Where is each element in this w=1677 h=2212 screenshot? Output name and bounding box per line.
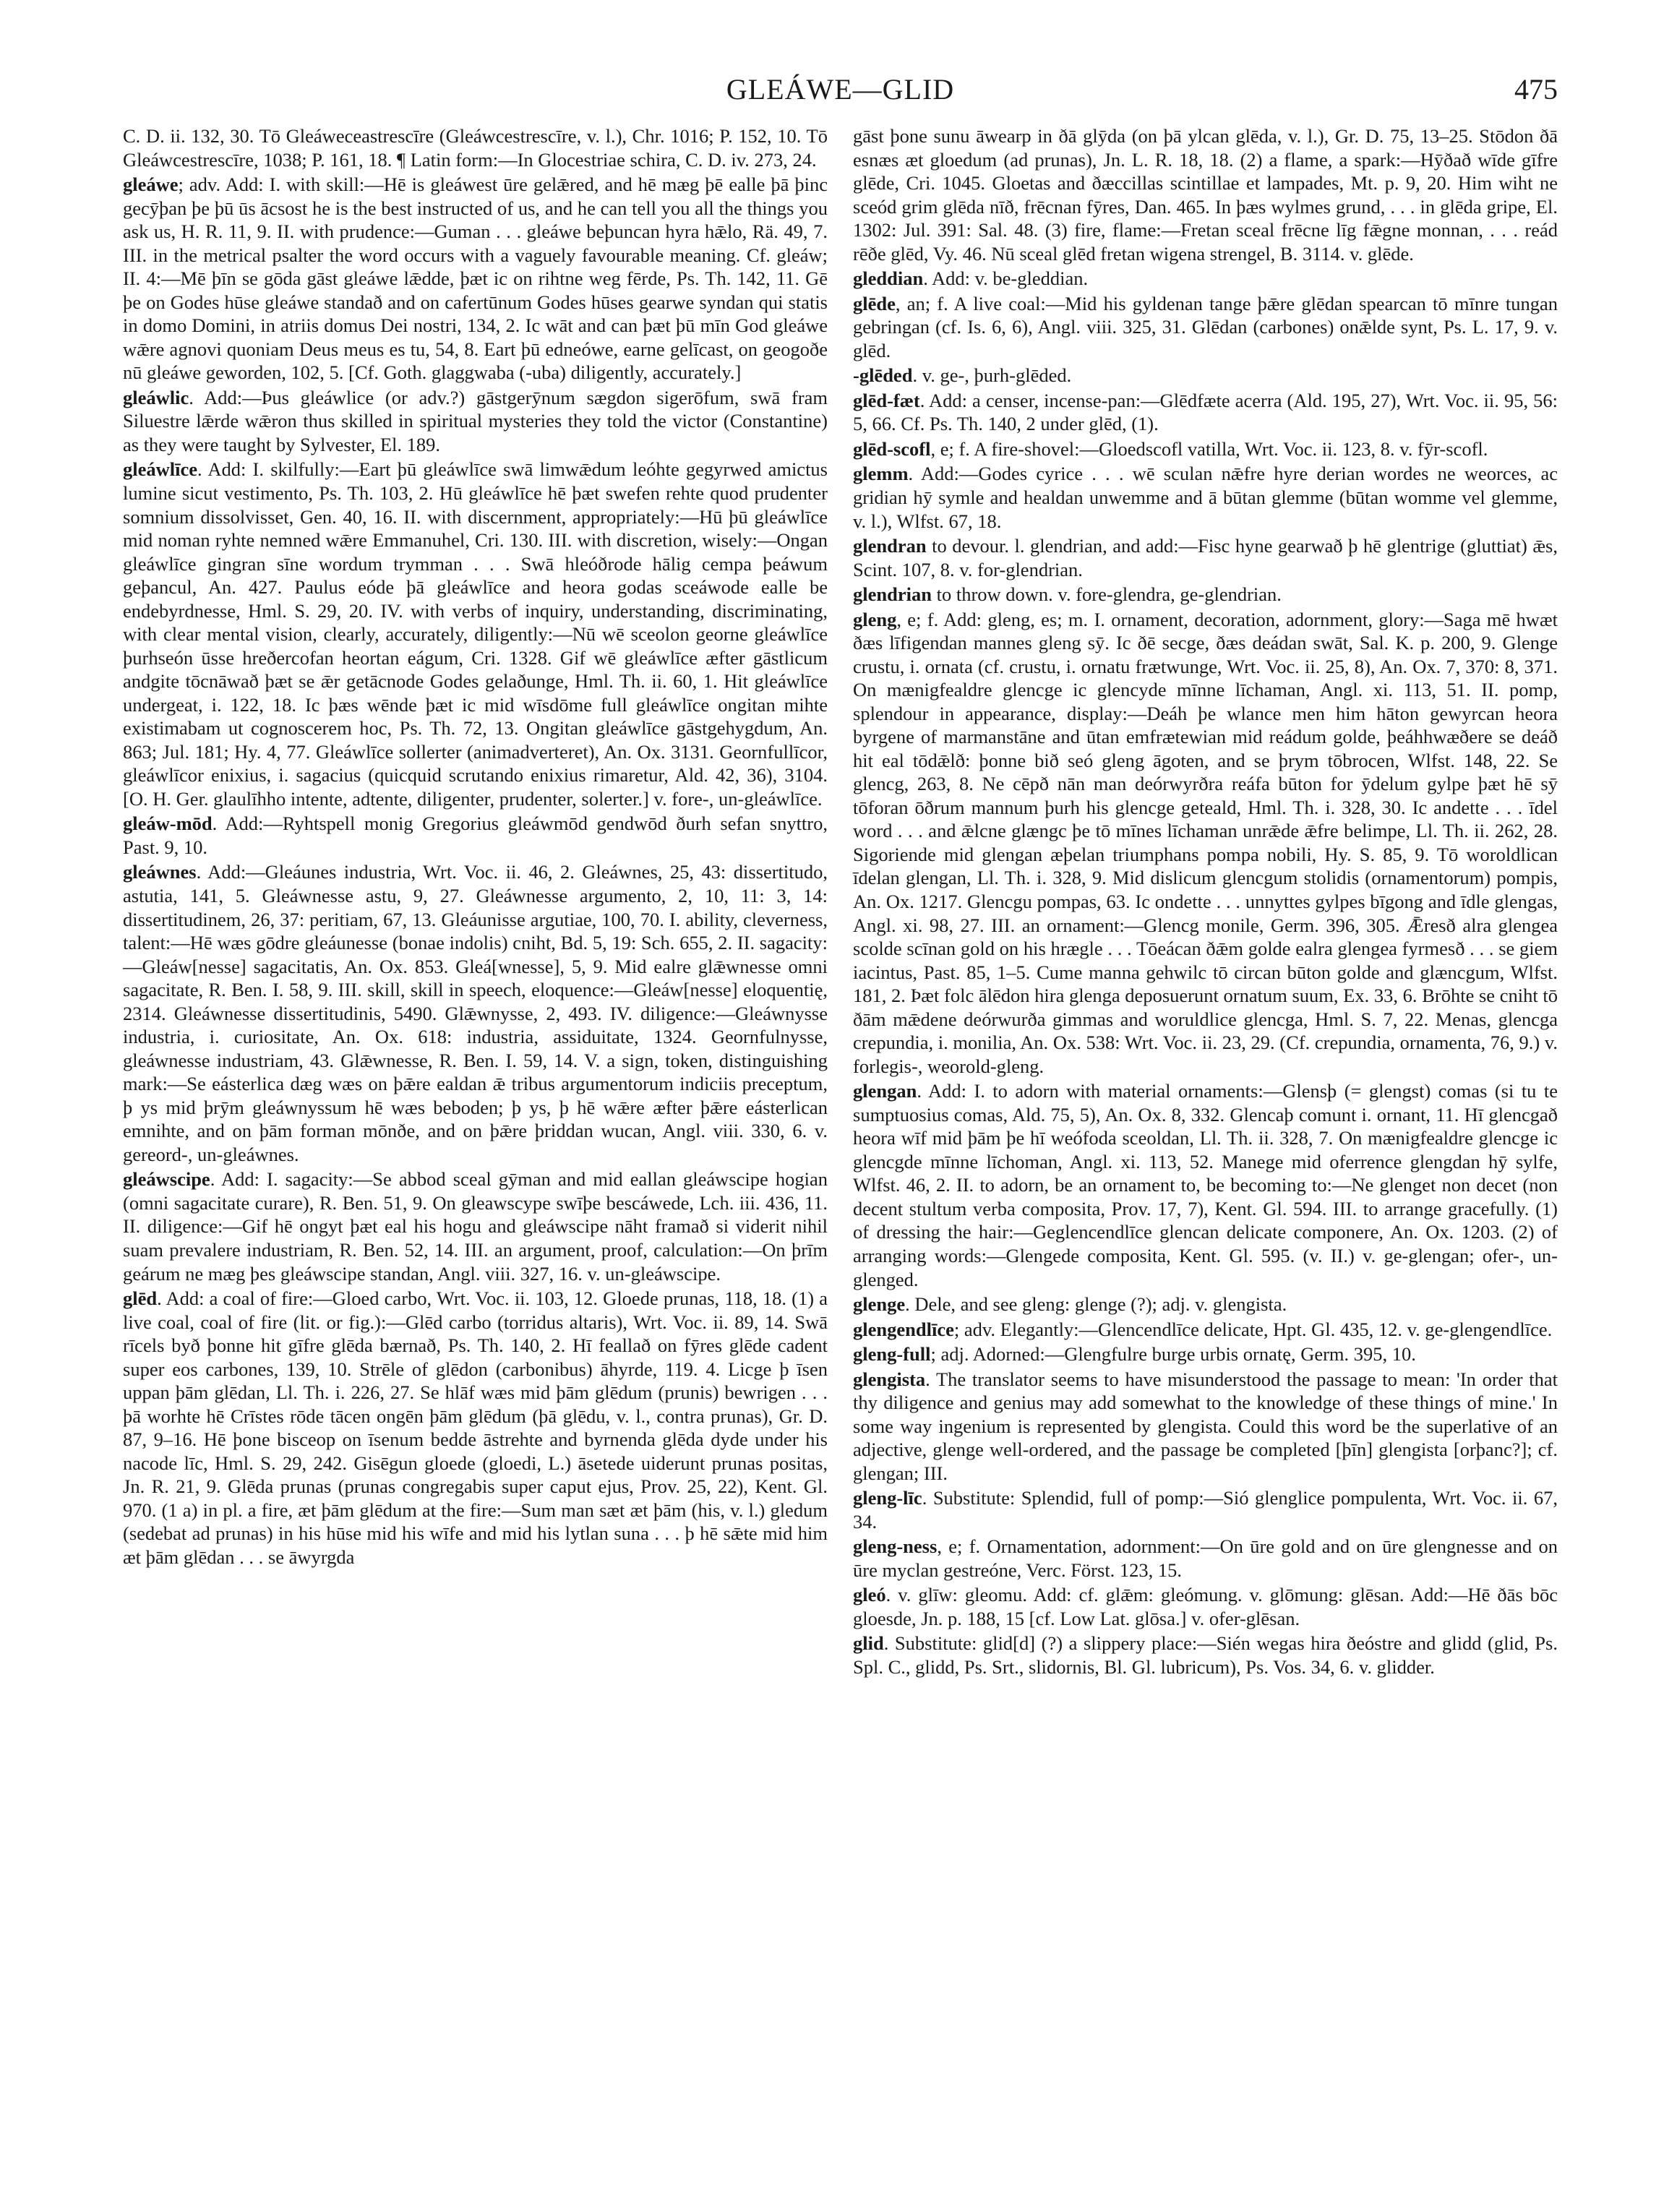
entry-text: , e; f. Ornamentation, adornment:—On ūre gold and on ūre glengnesse and on ūre myclan gestreóne, Verc. Först. 123, 15. — [853, 1535, 1558, 1581]
dictionary-entry — [853, 267, 1558, 291]
headword: gleng-full — [853, 1343, 931, 1366]
dictionary-entry — [853, 534, 1558, 581]
headword: glendrian — [853, 583, 932, 606]
entry-text: to throw down. v. fore-glendra, ge-glendrian. — [931, 583, 1282, 606]
dictionary-entry — [853, 437, 1558, 461]
entry-text: gāst þone sunu āwearp in ðā glȳda (on þā ylcan glēda, v. l.), Gr. D. 75, 13–25. Stōdon ðā esnæs æt gloedum (ad prunas), Jn. L. R. 18, 18. (2) a flame, a spark:—Hȳðað wīde gīfre glēde, Cri. 1045. Gloetas and ðæccillas scintillae et lampades, Mt. p. 9, 20. Him wiht ne sceód grim glēda nīð, frēcnan fȳres, Dan. 465. In þæs wylmes grund, . . . in glēda gripe, El. 1302: Jul. 391: Sal. 48. (3) fire, flame:—Fretan sceal frēcne līg fǣgne monnan, . . . reád rēðe glēd, Vy. 46. Nū sceal glēd fretan wigena strengel, B. 3114. v. glēde. — [853, 125, 1558, 265]
page-number: 475 — [1514, 73, 1558, 106]
page-header — [123, 72, 1558, 116]
headword: gleáw-mōd — [123, 813, 213, 835]
entry-text: . Add: v. be-gleddian. — [923, 267, 1089, 290]
dictionary-entry — [853, 1535, 1558, 1582]
headword: glēd-fæt — [853, 389, 920, 411]
headword: glengista — [853, 1368, 926, 1390]
headword: glid — [853, 1632, 884, 1655]
headword: glēd — [123, 1287, 158, 1310]
headword: glengan — [853, 1080, 917, 1102]
dictionary-entry — [853, 1368, 1558, 1486]
dictionary-entry — [853, 1293, 1558, 1316]
dictionary-entry — [123, 860, 828, 1166]
entry-text: . Add: I. skilfully:—Eart þū gleáwlīce swā limwǣdum leóhte gegyrwed amictus lumine sicut vestimento, Ps. Th. 103, 2. Hū gleáwlīce hē þæt swefen rehte quod prudenter somnium dissolvisset, Gen. 40, 16. II. with discernment, appropriately:—Hū þū gleáwlīce mid noman ryhte nemned wǣre Emmanuhel, Cri. 130. III. with discretion, wisely:—Ongan gleáwlīce gingran sīne wordum trymman . . . Swā hleóðrode hālig cempa þeáwum geþancul, An. 427. Paulus eóde þā gleáwlīce and heora godas sceáwode ealle be endebyrdnesse, Hml. S. 29, 20. IV. with verbs of inquiry, understanding, discriminating, with clear mental vision, clearly, accurately, diligently:—Nū wē sceolon georne gleáwlīce þurhseón ūsse hreðercofan heortan eágum, Cri. 1328. Gif wē gleáwlīce æfter gāstlicum andgite tōcnāwað þæt se ǣr getācnode Godes gelaðunge, Hml. Th. ii. 60, 1. Hit gleáwlīce undergeat, i. 122, 18. Ic þæs wēnde þæt ic mid wīsdōme full gleáwlīce ongitan mihte existimabam ut cognoscerem hoc, Ps. Th. 72, 13. Ongitan gleáwlīce gāstgehygdum, An. 863; Jul. 181; Hy. 4, 77. Gleáwlīce sollerter (animadverteret), An. Ox. 3131. Geornfullīcor, gleáwlīcor enixius, i. sagacius (quicquid scrutando enixius rimaretur, Ald. 42, 36), 3104. [O. H. Ger. glaulīhho intente, adtente, diligenter, prudenter, solerter.] v. fore-, un-gleáwlīce. — [123, 458, 828, 810]
dictionary-entry — [853, 292, 1558, 363]
entry-text: , an; f. A live coal:—Mid his gyldenan tange þǣre glēdan spearcan tō mīnre tungan gebringan (cf. Is. 6, 6), Angl. viii. 325, 31. Glēdan (carbones) onǣlde synt, Ps. L. 17, 9. v. glēd. — [853, 292, 1558, 361]
entry-text: . Add:—Gleáunes industria, Wrt. Voc. ii. 46, 2. Gleáwnes, 25, 43: dissertitudo, astutia, 141, 5. Gleáwnesse astu, 9, 27. Gleáwnesse argumento, 2, 10, 11: 3, 14: dissertitudinem, 26, 37: peritiam, 67, 13. Gleáunisse argutiae, 100, 70. I. ability, cleverness, talent:—Hē wæs gōdre gleáunesse (bonae indolis) cniht, Bd. 5, 19: Sch. 655, 2. II. sagacity:—Gleáw[nesse] sagacitatis, An. Ox. 853. Gleá[wnesse], 5, 9. Mid ealre glǣwnesse omni sagacitate, R. Ben. I. 58, 9. III. skill, skill in speech, eloquence:—Gleáw[nesse] eloquentię, 2314. Gleáwnesse dissertitudinis, 5490. Glǣwnysse, 2, 493. IV. diligence:—Gleáwnysse industria, i. curiositate, An. Ox. 618: industria, assiduitate, 1324. Geornfulnysse, gleáwnesse industriam, 43. Glǣwnesse, R. Ben. I. 59, 14. V. a sign, token, distinguishing mark:—Se eásterlica dæg wæs on þǣre ealdan ǣ tribus argumentorum indiciis preceptum, þ ys mid þrȳm gleáwnyssum hē wæs beboden; þ ys, þ hē wǣre æfter þǣre eásterlican emnihte, and on þām forman mōnðe, and on þǣre þriddan wucan, Angl. viii. 330, 6. v. gereord-, un-gleáwnes. — [123, 861, 828, 1165]
entry-text: . v. glīw: gleomu. Add: cf. glǣm: gleómung. v. glōmung: glēsan. Add:—Hē ðās bōc gloesde, Jn. p. 188, 15 [cf. Low Lat. glōsa.] v. ofer-glēsan. — [853, 1584, 1558, 1629]
headword: glēde — [853, 292, 896, 314]
running-title: GLEÁWE—GLID — [726, 73, 955, 106]
entry-text: , e; f. A fire-shovel:—Gloedscofl vatilla, Wrt. Voc. ii. 123, 8. v. fȳr-scofl. — [930, 437, 1488, 460]
right-column — [853, 124, 1558, 1681]
dictionary-entry — [853, 1583, 1558, 1630]
entry-text: . v. ge-, þurh-glēded. — [912, 364, 1072, 387]
dictionary-entry — [853, 124, 1558, 265]
headword: glēd-scofl — [853, 437, 931, 460]
entry-text: , e; f. Add: gleng, es; m. I. ornament, decoration, adornment, glory:—Saga mē hwæt ðæs līfigendan mannes gleng sȳ. Ic ðē secge, ðæs deádan swāt, Sal. K. p. 200, 9. Glenge crustu, i. ornata (cf. crustu, i. ornatu frætwunge, Wrt. Voc. ii. 25, 8), An. Ox. 7, 370: 8, 371. On mænigfealdre glencge ic glencyde mīnne līchaman, Angl. xi. 113, 51. II. pomp, splendour in appearance, display:—Deáh þe wlance men him hāton gewyrcan heora byrgene of marmanstāne and ūtan emfrætewian mid reádum golde, þeáhhwæðere se deáð hit eal tōdǣlð: þonne bið seó gleng āgoten, and se þrym tōbrocen, Wlfst. 148, 22. Se glencg, 263, 8. Ne cēpð nān man deórwyrðra reáfa būton for ȳdelum gylpe þæt hē sȳ tōforan ōðrum mannum þurh his glencge geteald, Hml. Th. i. 328, 30. Ic andette . . . īdel word . . . and ǣlcne glængc þe tō mīnes līchaman unrǣde ǣfre belimpe, Ll. Th. ii. 262, 28. Sigoriende mid glengan æþelan triumphans pompa nobili, Hy. S. 85, 9. Tō woroldlican īdelan glengan, Ll. Th. i. 328, 9. Mid dislicum glencgum stolidis (ornamentorum) pompis, An. Ox. 1217. Glencgu pompas, 63. Ic ondette . . . unnyttes gylpes bīgong and īdle glengas, Angl. xi. 98, 27. III. an ornament:—Glencg monile, Germ. 396, 305. Ǣresð alra glengea scolde scīnan gold on his hrægle . . . Tōeácan ðǣm golde ealra glengea fyrmesð . . . se giem iacintus, Past. 85, 1–5. Cume manna gehwilc tō circan būton golde and glæncgum, Wlfst. 181, 2. Þæt folc ālēdon hira glenga deposuerunt ornatum suum, Ex. 33, 6. Brōhte se cniht tō ðām mǣdene deórwurða gimmas and woruldlice glencga, Hml. S. 7, 22. Menas, glencga crepundia, i. monilia, An. Ox. 538: Wrt. Voc. ii. 23, 29. (Cf. crepundia, ornamenta, 76, 9.) v. forlegis-, weorold-gleng. — [853, 608, 1558, 1077]
dictionary-entry — [123, 124, 828, 171]
entry-text: . Add: I. sagacity:—Se abbod sceal gȳman and mid eallan gleáwscipe hogian (omni sagacitate curare), R. Ben. 51, 9. On gleawscype swīþe bescáwede, Lch. iii. 436, 11. II. diligence:—Gif hē ongyt þæt eal his hogu and gleáwscipe nāht framað si viderit nihil suam prevalere industriam, R. Ben. 52, 14. III. an argument, proof, calculation:—On þrīm geárum ne mæg þes gleáwscipe standan, Angl. viii. 327, 16. v. un-gleáwscipe. — [123, 1168, 828, 1285]
entry-text: ; adv. Elegantly:—Glencendlīce delicate, Hpt. Gl. 435, 12. v. ge-glengendlīce. — [953, 1318, 1553, 1340]
entry-text: . Add: a censer, incense-pan:—Glēdfæte acerra (Ald. 195, 27), Wrt. Voc. ii. 95, 56: 5, 66. Cf. Ps. Th. 140, 2 under glēd, (1). — [853, 389, 1558, 435]
entry-text: . Substitute: glid[d] (?) a slippery place:—Sién wegas hira ðeóstre and glidd (glid, Ps. Spl. C., glidd, Ps. Srt., slidornis, Bl. Gl. lubricum), Ps. Vos. 34, 6. v. glidder. — [853, 1632, 1558, 1678]
dictionary-entry — [853, 583, 1558, 606]
left-column — [123, 124, 828, 1681]
entry-text: ; adv. Add: I. with skill:—Hē is gleáwest ūre gelǣred, and hē mæg þē ealle þā þinc gecȳþan þe þū ūs ācsost he is the best instructed of us, and he can tell you all the things you ask us, H. R. 11, 9. II. with prudence:—Guman . . . gleáwe beþuncan hyra hǣlo, Rä. 49, 7. III. in the metrical psalter the word occurs with a vaguely favourable meaning. Cf. gleáw; II. 4:—Mē þīn se gōda gāst gleáwe lǣdde, þæt ic on rihtne weg fērde, Ps. Th. 142, 11. Gē þe on Godes hūse gleáwe standað and on cafertūnum Godes hūses gearwe syndan qui statis in domo Domini, in atriis domus Dei nostri, 134, 2. Ic wāt and can þæt þū mīn God gleáwe wǣre agnovi quoniam Deus meus es tu, 54, 8. Eart þū edneówe, earne gelīcast, on geogoðe nū gleáwe geworden, 102, 5. [Cf. Goth. glaggwaba (-uba) diligently, accurately.] — [123, 173, 828, 384]
dictionary-entry — [123, 812, 828, 859]
entry-text: . The translator seems to have misunderstood the passage to mean: 'In order that thy diligence and genius may add somewhat to the knowledge of these things of mine.' In some way ingenium is represented by glengista. Could this word be the superlative of an adjective, glenge well-ordered, and the passage be completed [þīn] glengista [orþanc?]; cf. glengan; III. — [853, 1368, 1558, 1484]
entry-text: . Add:—Godes cyrice . . . wē sculan nǣfre hyre derian wordes ne weorces, ac gridian hȳ symle and healdan unwemme and ā būtan glemme (būtan womme vel glemme, v. l.), Wlfst. 67, 18. — [853, 463, 1558, 532]
dictionary-entry — [853, 1486, 1558, 1533]
dictionary-entry — [123, 458, 828, 810]
headword: gleng-ness — [853, 1535, 938, 1558]
entry-text: . Add: I. to adorn with material ornaments:—Glensþ (= glengst) comas (si tu te sumptuosius comas, Ald. 75, 5), An. Ox. 8, 332. Glencaþ comunt i. ornant, 11. Hī glencgað heora wīf mid þām þe hī weófoda sceoldan, Ll. Th. ii. 328, 7. On mænigfealdre glencge ic glencgde mīnne līchoman, Angl. xi. 113, 52. Manege mid oferrence glengdan hȳ sylfe, Wlfst. 46, 2. II. to adorn, be an ornament to, be becoming to:—Ne glenget non decet (non decent stultum verba composita, Prov. 17, 7), Kent. Gl. 594. III. to arrange gracefully. (1) of dressing the hair:—Geglencendlīce glencan delicate componere, An. Ox. 1203. (2) of arranging words:—Glengede composita, Kent. Gl. 595. (v. II.) v. ge-glengan; ofer-, un-glenged. — [853, 1080, 1558, 1290]
headword: gleáwlic — [123, 386, 189, 408]
entry-text: C. D. ii. 132, 30. Tō Gleáweceastrescīre (Gleáwcestrescīre, v. l.), Chr. 1016; P. 152, 10. Tō Gleáwcestrescīre, 1038; P. 161, 18. ¶ Latin form:—In Glocestriae schira, C. D. iv. 273, 24. — [123, 125, 828, 171]
dictionary-entry — [853, 1318, 1558, 1342]
entry-text: . Add:—Ryhtspell monig Gregorius gleáwmōd gendwōd ðurh sefan snyttro, Past. 9, 10. — [123, 813, 828, 858]
dictionary-entry — [853, 1079, 1558, 1291]
entry-text: . Substitute: Splendid, full of pomp:—Sió glenglice pompulenta, Wrt. Voc. ii. 67, 34. — [853, 1487, 1558, 1532]
entry-text: . Dele, and see gleng: glenge (?); adj. v. glengista. — [905, 1293, 1287, 1316]
text-columns — [123, 124, 1558, 1681]
headword: gleáwscipe — [123, 1168, 210, 1191]
dictionary-entry — [123, 386, 828, 457]
dictionary-entry — [853, 389, 1558, 436]
headword: gleddian — [853, 267, 924, 290]
entry-text: . Add: a coal of fire:—Gloed carbo, Wrt. Voc. ii. 103, 12. Gloede prunas, 118, 18. (1) a live coal, coal of fire (lit. or fig.):—Glēd carbo (torridus altaris), Wrt. Voc. ii. 89, 14. Swā rīcels byð þonne hit gīfre glēda bærnað, Ps. Th. 140, 2. Hī feallað on fȳres glēde cadent super eos carbones, 139, 10. Strēle of glēdon (carbonibus) āhyrde, 119. 4. Licge þ īsen uppan þām glēdan, Ll. Th. i. 226, 27. Se hlāf wæs mid þām glēdum (prunis) bewrigen . . . þā worhte hē Crīstes rōde tācen ongēn þām glēdum (þā glēdu, v. l., contra prunas), Gr. D. 87, 9–16. Hē þone bisceop on īsenum bedde āstrehte and byrnenda glēda dyde under his nacode līc, Hml. S. 29, 242. Gisēgun gloede (gloedi, L.) āsetede uiderunt prunas positas, Jn. R. 21, 9. Glēda prunas (prunas congregabis super caput ejus, Prov. 25, 22), Kent. Gl. 970. (1 a) in pl. a fire, æt þām glēdum at the fire:—Sum man sæt æt þām (his, v. l.) gledum (sedebat ad prunas) in his hūse mid his wīfe and mid his lytlan suna . . . þ hē sǣte mid him æt þām glēdan . . . se āwyrgda — [123, 1287, 828, 1568]
dictionary-entry — [853, 462, 1558, 533]
dictionary-entry — [853, 608, 1558, 1079]
dictionary-entry — [853, 364, 1558, 387]
headword: gleáwe — [123, 173, 179, 196]
headword: glemm — [853, 463, 909, 485]
entry-text: ; adj. Adorned:—Glengfulre burge urbis ornatę, Germ. 395, 10. — [930, 1343, 1416, 1366]
headword: gleng — [853, 608, 897, 630]
dictionary-entry — [123, 173, 828, 385]
headword: glenge — [853, 1293, 906, 1316]
dictionary-entry — [123, 1287, 828, 1569]
headword: gleó — [853, 1584, 886, 1606]
headword: -glēded — [853, 364, 913, 387]
dictionary-entry — [123, 1167, 828, 1285]
headword: gleáwlīce — [123, 458, 198, 481]
entry-text: to devour. l. glendrian, and add:—Fisc hyne gearwað þ hē glentrige (gluttiat) ǣs, Scint. 107, 8. v. for-glendrian. — [853, 535, 1558, 580]
entry-text: . Add:—Þus gleáwlice (or adv.?) gāstgerȳnum sægdon sigerōfum, swā fram Siluestre lǣrde wǣron thus skilled in spiritual mysteries they told the victor (Constantine) as they were taught by Sylvester, El. 189. — [123, 386, 828, 455]
headword: glendran — [853, 535, 927, 557]
headword: glengendlīce — [853, 1318, 954, 1340]
headword: gleng-līc — [853, 1487, 922, 1509]
dictionary-entry — [853, 1632, 1558, 1679]
headword: gleáwnes — [123, 861, 197, 883]
dictionary-entry — [853, 1342, 1558, 1366]
